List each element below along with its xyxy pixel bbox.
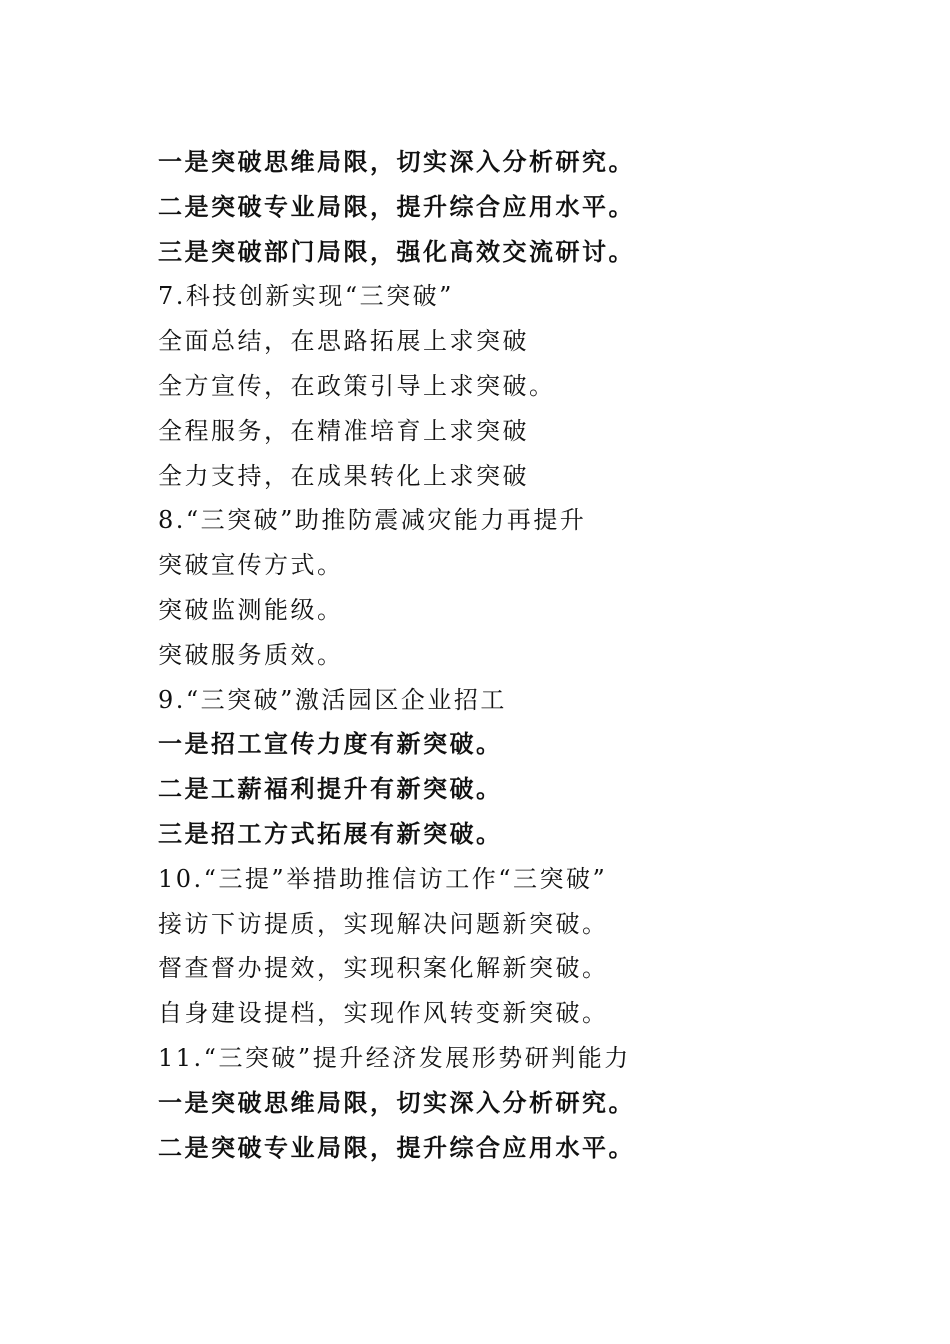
- text-line: 二是突破专业局限，提升综合应用水平。: [158, 1132, 635, 1162]
- section-heading: 7.科技创新实现“三突破”: [158, 282, 454, 311]
- section-heading: 9.“三突破”激活园区企业招工: [158, 685, 507, 714]
- text-line: 全程服务，在精准培育上求突破: [158, 416, 529, 445]
- text-line: 全面总结，在思路拓展上求突破: [158, 327, 529, 356]
- text-line: 全方宣传，在政策引导上求突破。: [158, 371, 556, 400]
- text-line: 接访下访提质，实现解决问题新突破。: [158, 909, 609, 938]
- text-line: 突破监测能级。: [158, 595, 344, 624]
- text-line: 一是招工宣传力度有新突破。: [158, 729, 503, 759]
- text-line: 督查督办提效，实现积案化解新突破。: [158, 954, 609, 983]
- text-line: 二是工薪福利提升有新突破。: [158, 774, 503, 804]
- text-line: 突破服务质效。: [158, 640, 344, 669]
- text-line: 一是突破思维局限，切实深入分析研究。: [158, 147, 635, 176]
- text-line: 突破宣传方式。: [158, 551, 344, 580]
- section-heading: 10.“三提”举措助推信访工作“三突破”: [158, 864, 608, 893]
- text-line: 二是突破专业局限，提升综合应用水平。: [158, 191, 635, 221]
- section-heading: 11.“三突破”提升经济发展形势研判能力: [158, 1043, 631, 1072]
- text-line: 全力支持，在成果转化上求突破: [158, 461, 529, 490]
- text-line: 三是招工方式拓展有新突破。: [158, 818, 503, 848]
- document-body: [158, 140, 858, 1170]
- text-line: 三是突破部门局限，强化高效交流研讨。: [158, 236, 635, 266]
- text-line: 自身建设提档，实现作风转变新突破。: [158, 999, 609, 1028]
- section-heading: 8.“三突破”助推防震减灾能力再提升: [158, 506, 587, 535]
- text-line: 一是突破思维局限，切实深入分析研究。: [158, 1087, 635, 1117]
